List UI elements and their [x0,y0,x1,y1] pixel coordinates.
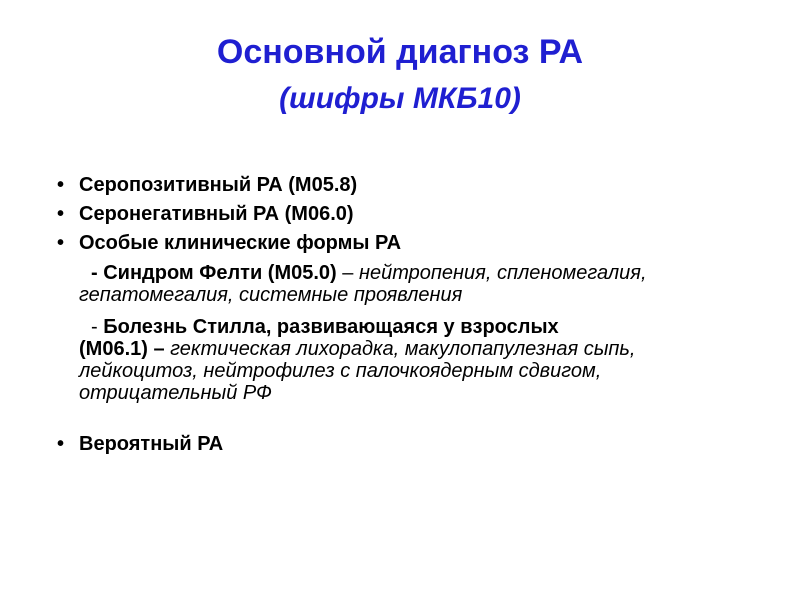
bullet-icon: • [57,433,65,455]
slide-title: Основной диагноз РА [216,33,584,71]
felty-name: Синдром Фелти [103,262,263,284]
list-item-text: Серопозитивный РА (М05.8) [79,174,358,196]
list-item [57,431,757,457]
still-disease-item [57,316,757,404]
felty-syndrome-item [57,262,757,306]
list-item [57,230,757,256]
list-item-text: Особые клинические формы РА [79,232,402,254]
slide-subtitle: (шифры МКБ10) [279,82,521,115]
still-description: гектическая лихорадка, макулопапулезная сыпь, лейкоцитоз, нейтрофилез с палочкоядерным сдвигом, отрицательный РФ [79,338,636,404]
felty-description: нейтропения, спленомегалия, гепатомегалия, системные проявления [79,262,647,306]
still-dash: - [91,316,104,338]
list-item [57,201,757,227]
content-list [57,172,757,460]
felty-separator: – [342,262,359,284]
still-code: (М06.1) [79,338,154,360]
list-item-text: Серонегативный РА (М06.0) [79,203,354,225]
felty-code: (М05.0) [262,262,343,284]
spacer [57,404,757,431]
bullet-icon: • [57,232,65,254]
felty-dash: - [91,262,104,284]
bullet-icon: • [57,203,65,225]
still-separator: – [153,338,171,360]
list-item-text: Вероятный РА [79,433,224,455]
bullet-icon: • [57,174,65,196]
still-name: Болезнь Стилла, развивающаяся у взрослых [103,316,559,338]
list-item [57,172,757,198]
